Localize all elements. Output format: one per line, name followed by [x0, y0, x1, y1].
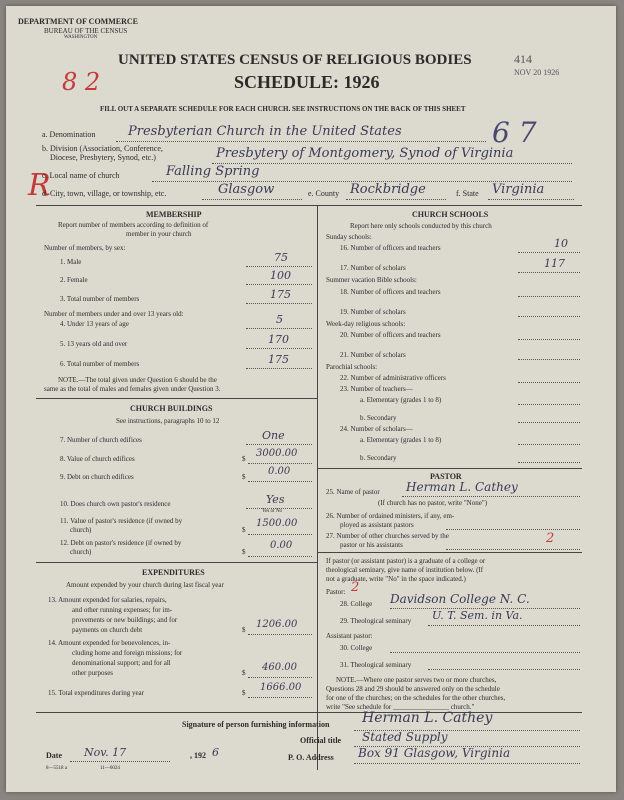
q30-label: 30. College	[340, 644, 373, 652]
q6-value: 175	[268, 353, 289, 366]
local-name-value: Falling Spring	[166, 164, 260, 179]
q15-line	[248, 697, 312, 698]
q11-label: 11. Value of pastor's residence (if owned by	[60, 517, 183, 525]
q12-value: 0.00	[270, 540, 293, 551]
membership-sub-1: Report number of members according to definition of	[58, 221, 209, 229]
q13-dollar: $	[242, 626, 246, 634]
q27-line	[446, 549, 580, 550]
buildings-sub: See instructions, paragraphs 10 to 12	[116, 417, 220, 425]
division-label-2: Diocese, Presbytery, Synod, etc.)	[50, 153, 156, 162]
q8-dollar: $	[242, 455, 246, 463]
city-label: WASHINGTON	[64, 35, 98, 40]
membership-heading: MEMBERSHIP	[146, 210, 202, 219]
denomination-label: a. Denomination	[42, 130, 96, 139]
census-schedule-page	[6, 6, 616, 792]
q11-value: 1500.00	[256, 518, 298, 529]
q17-line	[518, 272, 580, 273]
buildings-heading: CHURCH BUILDINGS	[130, 404, 213, 413]
q7-label: 7. Number of church edifices	[60, 436, 142, 444]
q29-line	[428, 625, 580, 626]
q8-label: 8. Value of church edifices	[60, 455, 135, 463]
q31-label: 31. Theological seminary	[340, 661, 412, 669]
q9-dollar: $	[242, 473, 246, 481]
q12-dollar: $	[242, 548, 246, 556]
q24a-line	[518, 444, 580, 445]
graduate-note-1: If pastor (or assistant pastor) is a graduate of a college or	[326, 557, 486, 565]
q6-label: 6. Total number of members	[60, 360, 140, 368]
q24a-label: a. Elementary (grades 1 to 8)	[360, 436, 442, 444]
division-value: Presbytery of Montgomery, Synod of Virginia	[216, 146, 514, 161]
official-title-label: Official title	[300, 736, 342, 745]
q13-label-4: payments on church debt	[72, 626, 143, 634]
q16-label: 16. Number of officers and teachers	[340, 244, 441, 252]
county-line	[346, 199, 446, 200]
print-number: 11—6024	[100, 766, 120, 771]
q28-label: 28. College	[340, 600, 373, 608]
q28-value: Davidson College N. C.	[390, 592, 530, 606]
q2-label: 2. Female	[60, 276, 88, 284]
schedule-title: SCHEDULE: 1926	[234, 72, 380, 92]
denomination-line	[116, 141, 486, 142]
q24b-line	[518, 462, 580, 463]
q7-line	[246, 444, 312, 445]
q22-line	[518, 382, 580, 383]
q13-label-2: and other running expenses; for im-	[72, 606, 173, 614]
city-town-label: d. City, town, village, or township, etc.	[42, 189, 167, 198]
q1-line	[246, 266, 312, 267]
q12-label: 12. Debt on pastor's residence (if owned by	[60, 539, 182, 547]
q14-label-2: cluding home and foreign missions; for	[72, 649, 183, 657]
yes-no-caption: Yes or No	[262, 509, 283, 514]
q9-line	[248, 481, 312, 482]
q6-line	[246, 368, 312, 369]
pastor-note-2: Questions 28 and 29 should be answered only on the schedule	[326, 685, 500, 693]
stamp-date: NOV 20 1926	[514, 68, 560, 77]
q21-label: 21. Number of scholars	[340, 351, 406, 359]
q19-label: 19. Number of scholars	[340, 308, 406, 316]
q1-label: 1. Male	[60, 258, 82, 266]
mark-67: 6 7	[492, 116, 537, 149]
q27-value: 2	[546, 531, 555, 546]
q4-value: 5	[276, 313, 283, 326]
date-line	[70, 761, 170, 762]
state-line	[488, 199, 574, 200]
po-address-label: P. O. Address	[288, 753, 334, 762]
date-label: Date	[46, 751, 62, 760]
q3-value: 175	[270, 288, 291, 301]
membership-note-2: same as the total of males and females given under Question 3.	[44, 385, 221, 393]
form-title: UNITED STATES CENSUS OF RELIGIOUS BODIES	[118, 52, 472, 68]
q25-line	[402, 496, 580, 497]
q13-label-3: provements or new buildings; and for	[72, 616, 178, 624]
column-divider	[317, 205, 318, 770]
q29-label: 29. Theological seminary	[340, 617, 412, 625]
form-number: 8—5518 a	[46, 766, 67, 771]
q13-label-1: 13. Amount expended for salaries, repairs,	[48, 596, 167, 604]
q15-dollar: $	[242, 689, 246, 697]
q7-value: One	[262, 429, 285, 442]
schools-bottom-line	[317, 468, 582, 469]
q13-line	[248, 634, 312, 635]
po-address-line	[354, 763, 580, 764]
denomination-value: Presbyterian Church in the United States	[128, 124, 402, 139]
q5-label: 5. 13 years old and over	[60, 340, 128, 348]
sunday-schools-label: Sunday schools:	[326, 233, 372, 241]
q14-label-1: 14. Amount expended for benevolences, in-	[48, 639, 171, 647]
q23a-line	[518, 404, 580, 405]
q17-value: 117	[544, 257, 565, 270]
po-address-value: Box 91 Glasgow, Virginia	[358, 746, 511, 760]
q11-line	[248, 534, 312, 535]
pastor-red-mark: 2	[351, 580, 360, 595]
buildings-bottom-line	[36, 562, 317, 563]
q14-dollar: $	[242, 669, 246, 677]
q29-value: U. T. Sem. in Va.	[432, 609, 523, 622]
q23a-label: a. Elementary (grades 1 to 8)	[360, 396, 442, 404]
pastor-heading: PASTOR	[430, 472, 462, 481]
q26-line	[446, 529, 580, 530]
membership-note-1: NOTE.—The total given under Question 6 should be the	[58, 376, 217, 384]
q16-line	[518, 252, 580, 253]
q26-label-2: ployed as assistant pastors	[340, 521, 414, 529]
q17-label: 17. Number of scholars	[340, 264, 406, 272]
stamp-number: 414	[514, 52, 532, 66]
frame-top-line	[36, 205, 582, 206]
q3-label: 3. Total number of members	[60, 295, 140, 303]
q10-value: Yes	[266, 493, 285, 506]
q27-label: 27. Number of other churches served by the	[326, 532, 449, 540]
q30-line	[390, 652, 580, 653]
weekday-schools-label: Week-day religious schools:	[326, 320, 406, 328]
age-header: Number of members under and over 13 years old:	[44, 310, 184, 318]
q22-label: 22. Number of administrative officers	[340, 374, 446, 382]
pastor-mid-line	[317, 552, 582, 553]
q23-label: 23. Number of teachers—	[340, 385, 413, 393]
q11-label-2: church)	[70, 526, 92, 534]
city-value: Glasgow	[218, 182, 275, 197]
q11-dollar: $	[242, 526, 246, 534]
year-value: 6	[212, 746, 219, 759]
division-label: b. Division (Association, Conference,	[42, 144, 163, 153]
expenditures-heading: EXPENDITURES	[142, 568, 205, 577]
bureau-label: BUREAU OF THE CENSUS	[44, 27, 128, 35]
schools-heading: CHURCH SCHOOLS	[412, 210, 489, 219]
q14-label-4: other purposes	[72, 669, 114, 677]
q25-label: 25. Name of pastor	[326, 488, 380, 496]
year-prefix: , 192	[190, 751, 206, 760]
q14-value: 460.00	[262, 662, 297, 673]
q2-line	[246, 284, 312, 285]
q15-label: 15. Total expenditures during year	[48, 689, 144, 697]
expenditures-sub: Amount expended by your church during last fiscal year	[66, 581, 224, 589]
q12-line	[248, 556, 312, 557]
q19-line	[518, 316, 580, 317]
q20-line	[518, 339, 580, 340]
q1-value: 75	[274, 251, 288, 264]
pastor-note-1: NOTE.—Where one pastor serves two or more churches,	[336, 676, 497, 684]
membership-sub-2: member in your church	[126, 230, 192, 238]
q2-value: 100	[270, 269, 291, 282]
q20-label: 20. Number of officers and teachers	[340, 331, 441, 339]
q18-label: 18. Number of officers and teachers	[340, 288, 441, 296]
date-value: Nov. 17	[84, 746, 127, 759]
summer-schools-label: Summer vacation Bible schools:	[326, 276, 417, 284]
q8-value: 3000.00	[256, 448, 298, 459]
q15-value: 1666.00	[260, 682, 302, 693]
q31-line	[428, 669, 580, 670]
frame-bottom-line	[36, 712, 582, 713]
q14-label-3: denominational support; and for all	[72, 659, 171, 667]
q27-label-2: pastor or his assistants	[340, 541, 403, 549]
red-mark-82: 8 2	[62, 68, 101, 96]
city-line	[202, 199, 302, 200]
assistant-pastor-subhead: Assistant pastor:	[326, 632, 373, 640]
county-value: Rockbridge	[350, 182, 426, 197]
membership-bottom-line	[36, 398, 317, 399]
q3-line	[246, 303, 312, 304]
q16-value: 10	[554, 237, 568, 250]
pastor-subhead: Pastor:	[326, 588, 346, 596]
red-mark-r: R	[28, 168, 51, 203]
schools-sub: Report here only schools conducted by this church	[350, 222, 492, 230]
members-by-sex-label: Number of members, by sex:	[44, 244, 126, 252]
q9-label: 9. Debt on church edifices	[60, 473, 134, 481]
q23b-label: b. Secondary	[360, 414, 397, 422]
q26-label: 26. Number of ordained ministers, if any, em-	[326, 512, 455, 520]
q23b-line	[518, 422, 580, 423]
state-value: Virginia	[492, 182, 545, 197]
graduate-note-3: not a graduate, write "No" in the space indicated.)	[326, 575, 466, 583]
q5-line	[246, 348, 312, 349]
pastor-note-4: write "See schedule for ________________ church."	[326, 703, 475, 711]
division-line	[212, 163, 572, 164]
q24b-label: b. Secondary	[360, 454, 397, 462]
q4-label: 4. Under 13 years of age	[60, 320, 129, 328]
q12-label-2: church)	[70, 548, 92, 556]
department-label: DEPARTMENT OF COMMERCE	[18, 17, 139, 26]
q4-line	[246, 328, 312, 329]
parochial-schools-label: Parochial schools:	[326, 363, 378, 371]
signature-value: Herman L. Cathey	[362, 710, 493, 726]
pastor-note-3: for one of the churches; on the schedules for the other churches,	[326, 694, 506, 702]
state-label: f. State	[456, 189, 479, 198]
q24-label: 24. Number of scholars—	[340, 425, 413, 433]
q9-value: 0.00	[268, 466, 291, 477]
q14-line	[248, 677, 312, 678]
q18-line	[518, 296, 580, 297]
instruction-line: FILL OUT A SEPARATE SCHEDULE FOR EACH CHURCH. SEE INSTRUCTIONS ON THE BACK OF THIS SHEET	[100, 105, 466, 113]
local-name-label: c. Local name of church	[42, 171, 120, 180]
q13-value: 1206.00	[256, 619, 298, 630]
official-title-value: Stated Supply	[362, 730, 448, 744]
county-label: e. County	[308, 189, 340, 198]
q25-note: (If church has no pastor, write "None")	[378, 499, 488, 507]
q25-value: Herman L. Cathey	[406, 480, 518, 494]
q10-label: 10. Does church own pastor's residence	[60, 500, 171, 508]
q8-line	[248, 463, 312, 464]
signature-label: Signature of person furnishing information	[182, 720, 330, 729]
graduate-note-2: theological seminary, give name of institution below. (If	[326, 566, 484, 574]
q21-line	[518, 359, 580, 360]
q5-value: 170	[268, 333, 289, 346]
